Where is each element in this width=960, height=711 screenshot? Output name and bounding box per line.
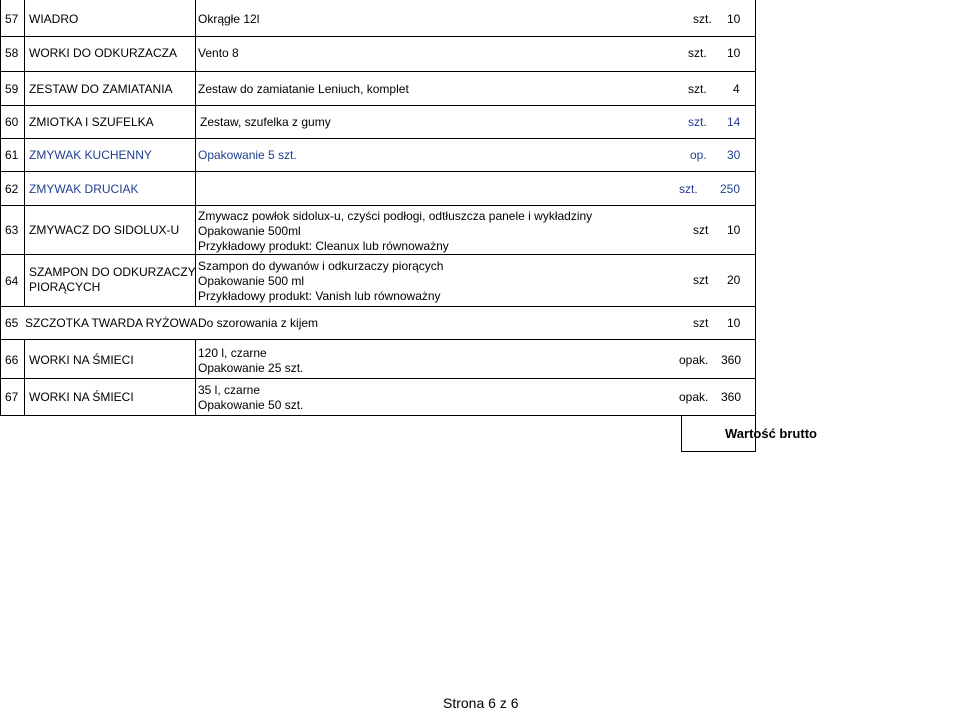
- item-name: SZAMPON DO ODKURZACZY: [29, 265, 196, 279]
- item-name: ZMYWAK KUCHENNY: [29, 148, 152, 162]
- item-unit: op.: [690, 148, 707, 162]
- item-quantity: 10: [727, 12, 741, 26]
- item-name: SZCZOTKA TWARDA RYŻOWA: [25, 316, 198, 330]
- item-unit: opak.: [679, 390, 709, 404]
- item-quantity: 10: [727, 223, 741, 237]
- row-divider: [0, 339, 755, 340]
- item-description: Opakowanie 25 szt.: [198, 361, 304, 375]
- row-divider: [0, 415, 755, 416]
- item-name: WIADRO: [29, 12, 79, 26]
- row-number: 66: [5, 353, 19, 367]
- row-divider: [0, 306, 755, 307]
- item-quantity: 14: [727, 115, 741, 129]
- item-description: Zmywacz powłok sidolux-u, czyści podłogi, odtłuszcza panele i wykładziny: [198, 209, 593, 223]
- item-unit: szt: [693, 273, 709, 287]
- row-number: 59: [5, 82, 19, 96]
- item-unit: szt: [693, 316, 709, 330]
- item-quantity: 360: [721, 390, 742, 404]
- row-number: 67: [5, 390, 19, 404]
- item-description: Szampon do dywanów i odkurzaczy piorących: [198, 259, 444, 273]
- item-description: Opakowanie 50 szt.: [198, 398, 304, 412]
- item-description: Przykładowy produkt: Cleanux lub równoważny: [198, 239, 449, 253]
- col-divider: [681, 415, 682, 452]
- item-unit: szt.: [693, 12, 712, 26]
- row-divider: [0, 71, 755, 72]
- row-number: 63: [5, 223, 19, 237]
- row-divider: [0, 171, 755, 172]
- row-number: 58: [5, 46, 19, 60]
- row-divider: [0, 205, 755, 206]
- col-divider: [24, 339, 25, 415]
- col-divider: [24, 0, 25, 306]
- item-description: Okrągłe 12l: [198, 12, 260, 26]
- row-divider: [0, 254, 755, 255]
- summary-bottom-line: [681, 451, 755, 452]
- item-name: ZMYWAK DRUCIAK: [29, 182, 139, 196]
- row-number: 62: [5, 182, 19, 196]
- row-divider: [0, 138, 755, 139]
- item-name: ZMYWACZ DO SIDOLUX-U: [29, 223, 180, 237]
- item-name: ZESTAW DO ZAMIATANIA: [29, 82, 173, 96]
- item-quantity: 30: [727, 148, 741, 162]
- item-unit: szt.: [688, 46, 707, 60]
- col-divider: [195, 0, 196, 306]
- item-name: ZMIOTKA I SZUFELKA: [29, 115, 154, 129]
- col-divider: [0, 0, 1, 415]
- row-number: 60: [5, 115, 19, 129]
- row-divider: [0, 378, 755, 379]
- item-description: Zestaw do zamiatanie Leniuch, komplet: [198, 82, 409, 96]
- item-description: Opakowanie 500 ml: [198, 274, 305, 288]
- item-description: Do szorowania z kijem: [198, 316, 319, 330]
- item-description: Opakowanie 500ml: [198, 224, 301, 238]
- item-unit: szt: [693, 223, 709, 237]
- item-description: Przykładowy produkt: Vanish lub równoważny: [198, 289, 441, 303]
- row-divider: [0, 105, 755, 106]
- item-unit: szt.: [688, 82, 707, 96]
- col-divider: [195, 339, 196, 415]
- item-unit: opak.: [679, 353, 709, 367]
- item-quantity: 10: [727, 316, 741, 330]
- item-name: WORKI DO ODKURZACZA: [29, 46, 178, 60]
- item-name: WORKI NA ŚMIECI: [29, 390, 134, 404]
- item-description: Zestaw, szufelka z gumy: [200, 115, 331, 129]
- item-description: 120 l, czarne: [198, 346, 267, 360]
- item-quantity: 360: [721, 353, 742, 367]
- item-quantity: 20: [727, 273, 741, 287]
- row-number: 64: [5, 274, 19, 288]
- item-description: 35 l, czarne: [198, 383, 261, 397]
- item-name: WORKI NA ŚMIECI: [29, 353, 134, 367]
- summary-label: Wartość brutto: [725, 426, 817, 441]
- item-quantity: 4: [733, 82, 740, 96]
- item-name: PIORĄCYCH: [29, 280, 101, 294]
- item-quantity: 250: [720, 182, 741, 196]
- row-divider: [0, 36, 755, 37]
- row-number: 57: [5, 12, 19, 26]
- row-number: 65: [5, 316, 19, 330]
- col-divider: [755, 0, 756, 452]
- item-description: Vento 8: [198, 46, 239, 60]
- row-number: 61: [5, 148, 19, 162]
- item-unit: szt.: [688, 115, 707, 129]
- page-number: Strona 6 z 6: [443, 695, 519, 711]
- item-unit: szt.: [679, 182, 698, 196]
- item-quantity: 10: [727, 46, 741, 60]
- item-description: Opakowanie 5 szt.: [198, 148, 297, 162]
